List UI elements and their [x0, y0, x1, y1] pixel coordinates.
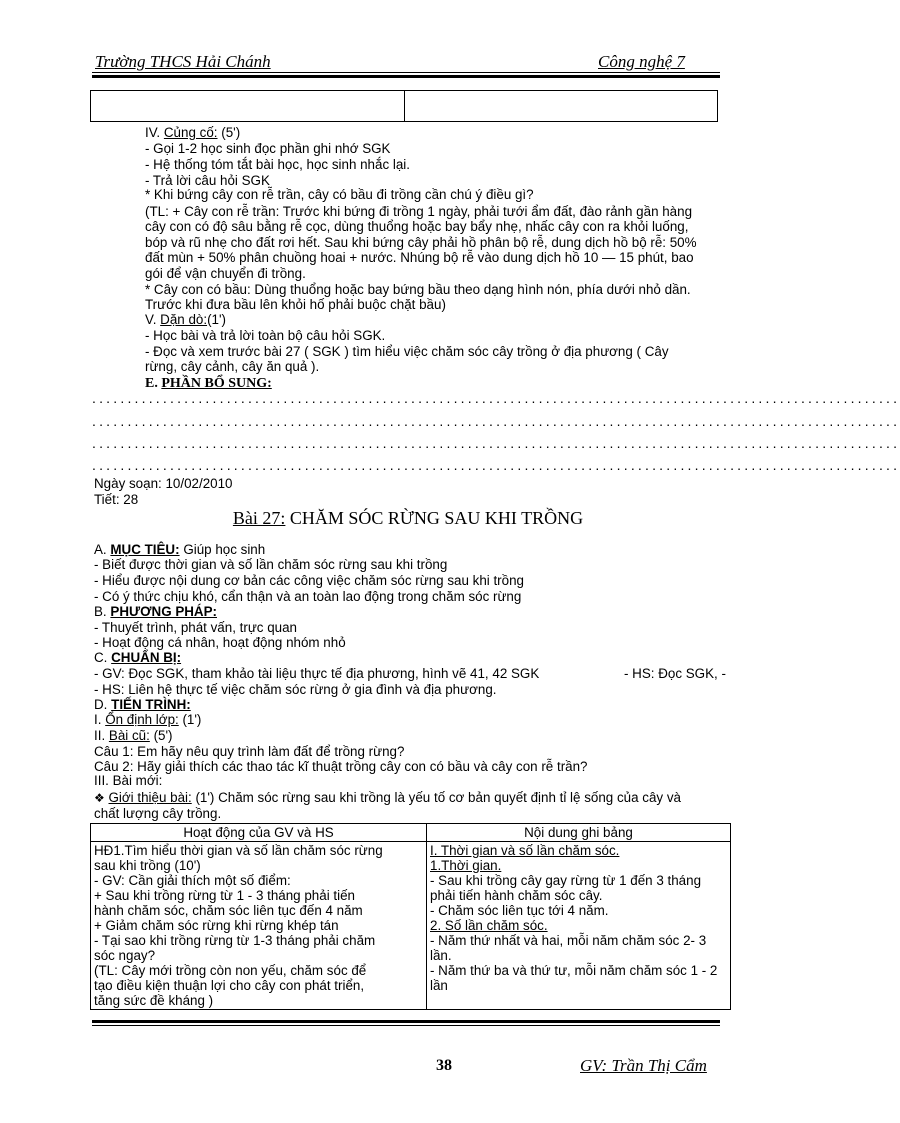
section-iv-line: đất mùn + 50% phân chuồng hoai + nước. Nhúng bộ rễ vào dung dịch hồ 10 — 15 phút, bao	[145, 250, 694, 265]
content-line: phải tiến hành chăm sóc cây.	[430, 888, 603, 903]
dotted-line: ..................................................................................................................	[92, 435, 900, 451]
activity-line: - Tại sao khi trồng rừng từ 1-3 tháng phải chăm	[94, 933, 376, 948]
lesson-title: Bài 27: CHĂM SÓC RỪNG SAU KHI TRỒNG	[232, 508, 584, 528]
header-rule-thin	[92, 72, 720, 73]
activity-line: (TL: Cây mới trồng còn non yếu, chăm sóc để	[94, 963, 367, 978]
section-iv-line: * Khi bứng cây con rễ trần, cây có bầu đi trồng cần chú ý điều gì?	[145, 187, 534, 202]
activity-line: tăng sức đề kháng )	[94, 993, 214, 1008]
section-v-line: rừng, cây cảnh, cây ăn quả ).	[145, 359, 320, 374]
lesson-period: Tiết: 28	[94, 492, 139, 507]
footer-rule-thin	[92, 1025, 720, 1026]
section-b-line: - Hoạt động cá nhân, hoạt động nhóm nhỏ	[94, 635, 346, 650]
activity-line: sau khi trồng (10')	[94, 858, 201, 873]
section-iv-line: cây con có độ sâu bằng rễ cọc, dùng thuổng hoặc bay bẩy nhẹ, nhấc cây con ra khỏi luống,	[145, 219, 689, 234]
subject-name: Công nghệ 7	[598, 52, 685, 71]
section-b-line: - Thuyết trình, phát vấn, trực quan	[94, 620, 297, 635]
section-a-line: - Có ý thức chịu khó, cẩn thận và an toàn lao động trong chăm sóc rừng	[94, 589, 522, 604]
dotted-line: ..................................................................................................................	[92, 390, 900, 406]
content-line: - Sau khi trồng cây gay rừng từ 1 đến 3 tháng	[430, 873, 702, 888]
section-iv-line: Trước khi đưa bầu lên khỏi hố phải buộc chặt bầu)	[145, 297, 446, 312]
section-c-line: - GV: Đọc SGK, tham khảo tài liệu thực tế địa phương, hình vẽ 41, 42 SGK	[94, 666, 540, 681]
school-name: Trường THCS Hải Chánh	[95, 52, 271, 71]
content-line: - Năm thứ nhất và hai, mỗi năm chăm sóc 2- 3	[430, 933, 707, 948]
section-iv-line: gói để vận chuyển đi trồng.	[145, 266, 306, 281]
content-line: I. Thời gian và số lần chăm sóc.	[430, 843, 620, 858]
section-iv-heading: IV. Củng cố: (5')	[145, 125, 241, 140]
section-a-line: - Biết được thời gian và số lần chăm sóc rừng sau khi trồng	[94, 557, 448, 572]
dotted-line: ..................................................................................................................	[92, 457, 900, 473]
section-e-heading: E. PHẦN BỔ SUNG:	[145, 376, 272, 391]
step-ii: II. Bài cũ: (5')	[94, 728, 173, 743]
continued-table	[90, 90, 718, 122]
section-c-heading: C. CHUẨN BỊ:	[94, 650, 182, 665]
section-iv-line: * Cây con có bầu: Dùng thuổng hoặc bay bứng bầu theo dạng hình nón, phía dưới nhỏ dần.	[145, 282, 691, 297]
dotted-line: ..................................................................................................................	[92, 413, 900, 429]
lesson-activity-table	[90, 823, 731, 1010]
header-rule-thick	[92, 75, 720, 78]
content-line: lần.	[430, 948, 452, 963]
question-1: Câu 1: Em hãy nêu quy trình làm đất để trồng rừng?	[94, 744, 405, 759]
section-v-line: - Học bài và trả lời toàn bộ câu hỏi SGK.	[145, 328, 386, 343]
activity-line: tạo điều kiện thuận lợi cho cây con phát triển,	[94, 978, 365, 993]
section-b-heading: B. PHƯƠNG PHÁP:	[94, 604, 217, 619]
content-line: 2. Số lần chăm sóc.	[430, 918, 548, 933]
content-line: - Chăm sóc liên tục tới 4 năm.	[430, 903, 609, 918]
activity-line: sóc ngay?	[94, 948, 156, 963]
intro-line-2: chất lượng cây trồng.	[94, 806, 222, 821]
activity-line: HĐ1.Tìm hiểu thời gian và số lần chăm sóc rừng	[94, 843, 383, 858]
footer-rule-thick	[92, 1020, 720, 1023]
content-line: lần	[430, 978, 448, 993]
step-i: I. Ổn định lớp: (1')	[94, 712, 202, 727]
table-header-activity: Hoạt động của GV và HS	[91, 824, 427, 842]
content-line: - Năm thứ ba và thứ tư, mỗi năm chăm sóc 1 - 2	[430, 963, 718, 978]
question-2: Câu 2: Hãy giải thích các thao tác kĩ thuật trồng cây con có bầu và cây con rễ trần?	[94, 759, 588, 774]
section-c-line: - HS: Đọc SGK, -	[624, 666, 726, 681]
content-cell	[427, 842, 731, 1010]
section-iv-line: (TL: + Cây con rễ trần: Trước khi bứng đi trồng 1 ngày, phải tưới ẩm đất, đào rảnh gần hàng	[145, 204, 693, 219]
activity-line: - GV: Cần giải thích một số điểm:	[94, 873, 291, 888]
section-c-line: - HS: Liên hệ thực tế việc chăm sóc rừng ở gia đình và địa phương.	[94, 682, 497, 697]
activity-cell	[91, 842, 427, 1010]
table-header-content: Nội dung ghi bảng	[427, 824, 731, 842]
section-a-line: - Hiểu được nội dung cơ bản các công việc chăm sóc rừng sau khi trồng	[94, 573, 524, 588]
page-number: 38	[436, 1057, 452, 1074]
section-iv-line: - Hệ thống tóm tắt bài học, học sinh nhắc lại.	[145, 157, 410, 172]
section-a-heading: A. MỤC TIÊU: Giúp học sinh	[94, 542, 266, 557]
activity-line: + Giảm chăm sóc rừng khi rừng khép tán	[94, 918, 339, 933]
section-iv-line: - Gọi 1-2 học sinh đọc phần ghi nhớ SGK	[145, 141, 391, 156]
intro-line: ❖ Giới thiệu bài: (1') Chăm sóc rừng sau khi trồng là yếu tố cơ bản quyết định tỉ lệ sống của cây và	[94, 790, 681, 805]
section-iv-line: - Trả lời câu hỏi SGK	[145, 173, 270, 188]
activity-line: hành chăm sóc, chăm sóc liên tục đến 4 năm	[94, 903, 363, 918]
section-d-heading: D. TIẾN TRÌNH:	[94, 697, 191, 712]
teacher-name: GV: Trần Thị Cẩm	[580, 1056, 707, 1075]
step-iii: III. Bài mới:	[94, 773, 163, 788]
lesson-date: Ngày soạn: 10/02/2010	[94, 476, 233, 491]
diamond-bullet-icon: ❖	[94, 791, 105, 805]
activity-line: + Sau khi trồng rừng từ 1 - 3 tháng phải tiến	[94, 888, 355, 903]
section-v-heading: V. Dặn dò:(1')	[145, 312, 226, 327]
content-line: 1.Thời gian.	[430, 858, 502, 873]
section-v-line: - Đọc và xem trước bài 27 ( SGK ) tìm hiểu việc chăm sóc cây trồng ở địa phương ( Cây	[145, 344, 669, 359]
section-iv-line: bóp và rũ nhẹ cho đất rơi hết. Sau khi bứng cây phải hồ phân bộ rễ, dung dịch hồ bộ rễ: 50%	[145, 235, 697, 250]
